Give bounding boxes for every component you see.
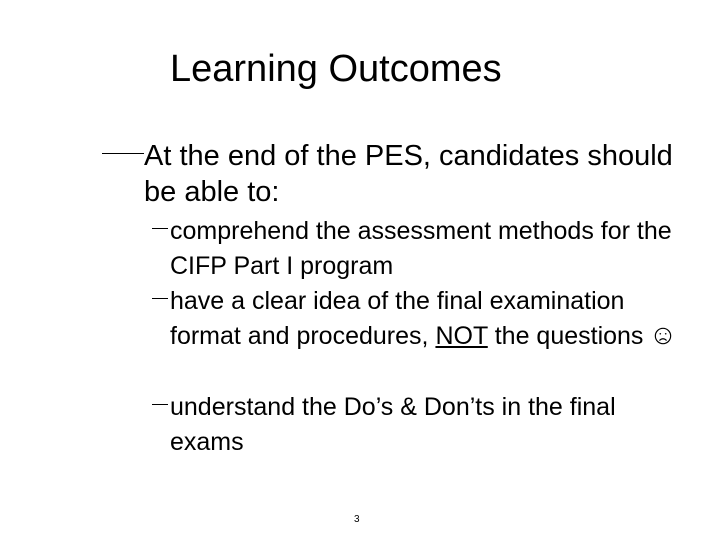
outcome-item <box>152 214 692 284</box>
outcome-text-before: have a clear idea of the final examination format and procedures, <box>170 287 625 350</box>
outcome-text: understand the Do’s & Don’ts in the final exams <box>170 393 616 456</box>
intro-bullet <box>102 138 682 210</box>
outcome-item <box>152 390 692 460</box>
emphasis-not: NOT <box>435 322 488 350</box>
outcome-item <box>152 284 692 354</box>
sub-bullet-dash <box>152 404 168 405</box>
sub-bullet-dash <box>152 298 168 299</box>
sub-bullet-dash <box>152 228 168 229</box>
bullet-dash <box>102 153 144 154</box>
outcome-text: comprehend the assessment methods for the CIFP Part I program <box>170 217 672 280</box>
slide-title: Learning Outcomes <box>170 48 502 90</box>
frown-face-icon <box>654 327 672 345</box>
intro-text: At the end of the PES, candidates should be able to: <box>144 140 673 208</box>
outcome-text <box>170 284 692 354</box>
page-number: 3 <box>354 514 360 525</box>
outcome-text-after: the questions <box>494 322 644 350</box>
